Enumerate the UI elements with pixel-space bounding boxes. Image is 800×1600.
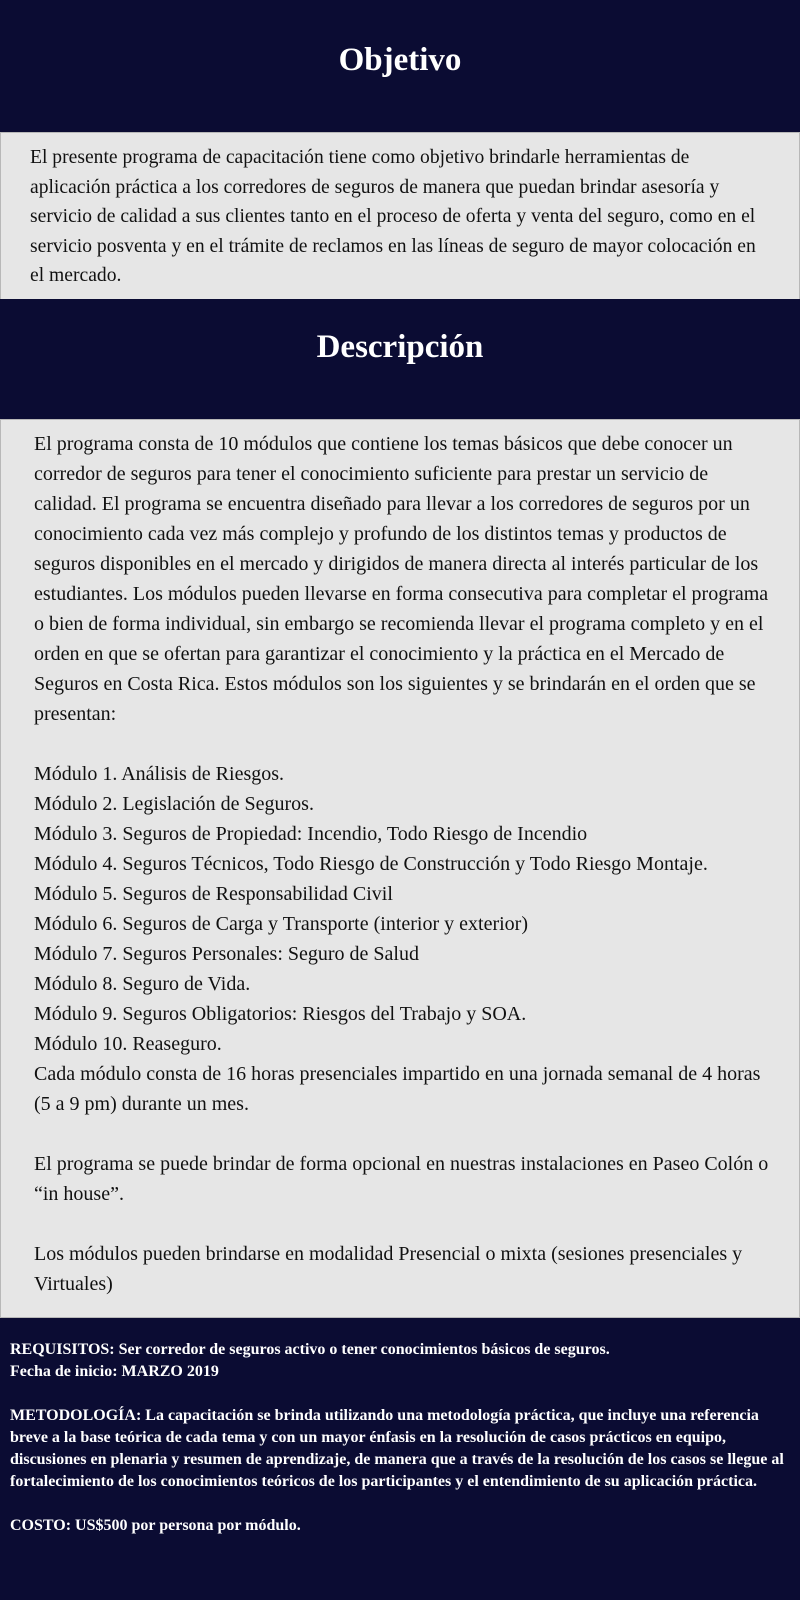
fecha-inicio-text: Fecha de inicio: MARZO 2019 bbox=[10, 1363, 219, 1380]
footer-info bbox=[10, 1339, 790, 1537]
requisitos-text: REQUISITOS: Ser corredor de seguros activo o tener conocimientos básicos de seguros. bbox=[10, 1341, 610, 1358]
module-item: Módulo 7. Seguros Personales: Seguro de Salud bbox=[34, 943, 419, 965]
costo-text: COSTO: US$500 por persona por módulo. bbox=[10, 1517, 301, 1534]
module-list bbox=[34, 759, 774, 1059]
module-item: Módulo 10. Reaseguro. bbox=[34, 1033, 222, 1055]
module-item: Módulo 9. Seguros Obligatorios: Riesgos del Trabajo y SOA. bbox=[34, 1003, 527, 1025]
module-item: Módulo 4. Seguros Técnicos, Todo Riesgo de Construcción y Todo Riesgo Montaje. bbox=[34, 853, 708, 875]
descripcion-panel bbox=[0, 419, 800, 1318]
descripcion-modality: Los módulos pueden brindarse en modalidad Presencial o mixta (sesiones presenciales y Virtuales) bbox=[34, 1243, 743, 1295]
objetivo-title: Objetivo bbox=[338, 42, 462, 78]
descripcion-location: El programa se puede brindar de forma opcional en nuestras instalaciones en Paseo Colón o “in house”. bbox=[34, 1153, 769, 1205]
objetivo-panel bbox=[0, 132, 800, 300]
descripcion-intro: El programa consta de 10 módulos que contiene los temas básicos que debe conocer un corredor de seguros para tener el conocimiento suficiente para prestar un servicio de calidad. El programa se encuentra diseñado para llevar a los corredores de seguros por un conocimiento cada vez más complejo y profundo de los distintos temas y productos de seguros disponibles en el mercado y dirigidos de manera directa al interés particular de los estudiantes. Los módulos pueden llevarse en forma consecutiva para completar el programa o bien de forma individual, sin embargo se recomienda llevar el programa completo y en el orden en que se ofertan para garantizar el conocimiento y la práctica en el Mercado de Seguros en Costa Rica. Estos módulos son los siguientes y se brindarán en el orden que se presentan: bbox=[34, 433, 769, 725]
metodologia-text: METODOLOGÍA: La capacitación se brinda utilizando una metodología práctica, que incluye una referencia breve a la base teórica de cada tema y con un mayor énfasis en la resolución de casos prácticos en equipo, discusiones en plenaria y resumen de aprendizaje, de manera que a través de la resolución de los casos se llegue al fortalecimiento de los conocimientos teóricos de los participantes y el entendimiento de su aplicación práctica. bbox=[10, 1407, 784, 1490]
descripcion-hours: Cada módulo consta de 16 horas presenciales impartido en una jornada semanal de 4 horas (5 a 9 pm) durante un mes. bbox=[34, 1063, 761, 1115]
descripcion-title: Descripción bbox=[316, 329, 484, 365]
objetivo-text: El presente programa de capacitación tiene como objetivo brindarle herramientas de aplicación práctica a los corredores de seguros de manera que puedan brindar asesoría y servicio de calidad a sus clientes tanto en el proceso de oferta y venta del seguro, como en el servicio posventa y en el trámite de reclamos en las líneas de seguro de mayor colocación en el mercado. bbox=[30, 147, 756, 286]
module-item: Módulo 5. Seguros de Responsabilidad Civil bbox=[34, 883, 393, 905]
objetivo-header bbox=[0, 0, 800, 132]
descripcion-header bbox=[0, 299, 800, 419]
module-item: Módulo 3. Seguros de Propiedad: Incendio, Todo Riesgo de Incendio bbox=[34, 823, 588, 845]
descripcion-content bbox=[34, 429, 774, 1299]
module-item: Módulo 6. Seguros de Carga y Transporte (interior y exterior) bbox=[34, 913, 528, 935]
module-item: Módulo 1. Análisis de Riesgos. bbox=[34, 763, 285, 785]
module-item: Módulo 2. Legislación de Seguros. bbox=[34, 793, 314, 815]
module-item: Módulo 8. Seguro de Vida. bbox=[34, 973, 251, 995]
